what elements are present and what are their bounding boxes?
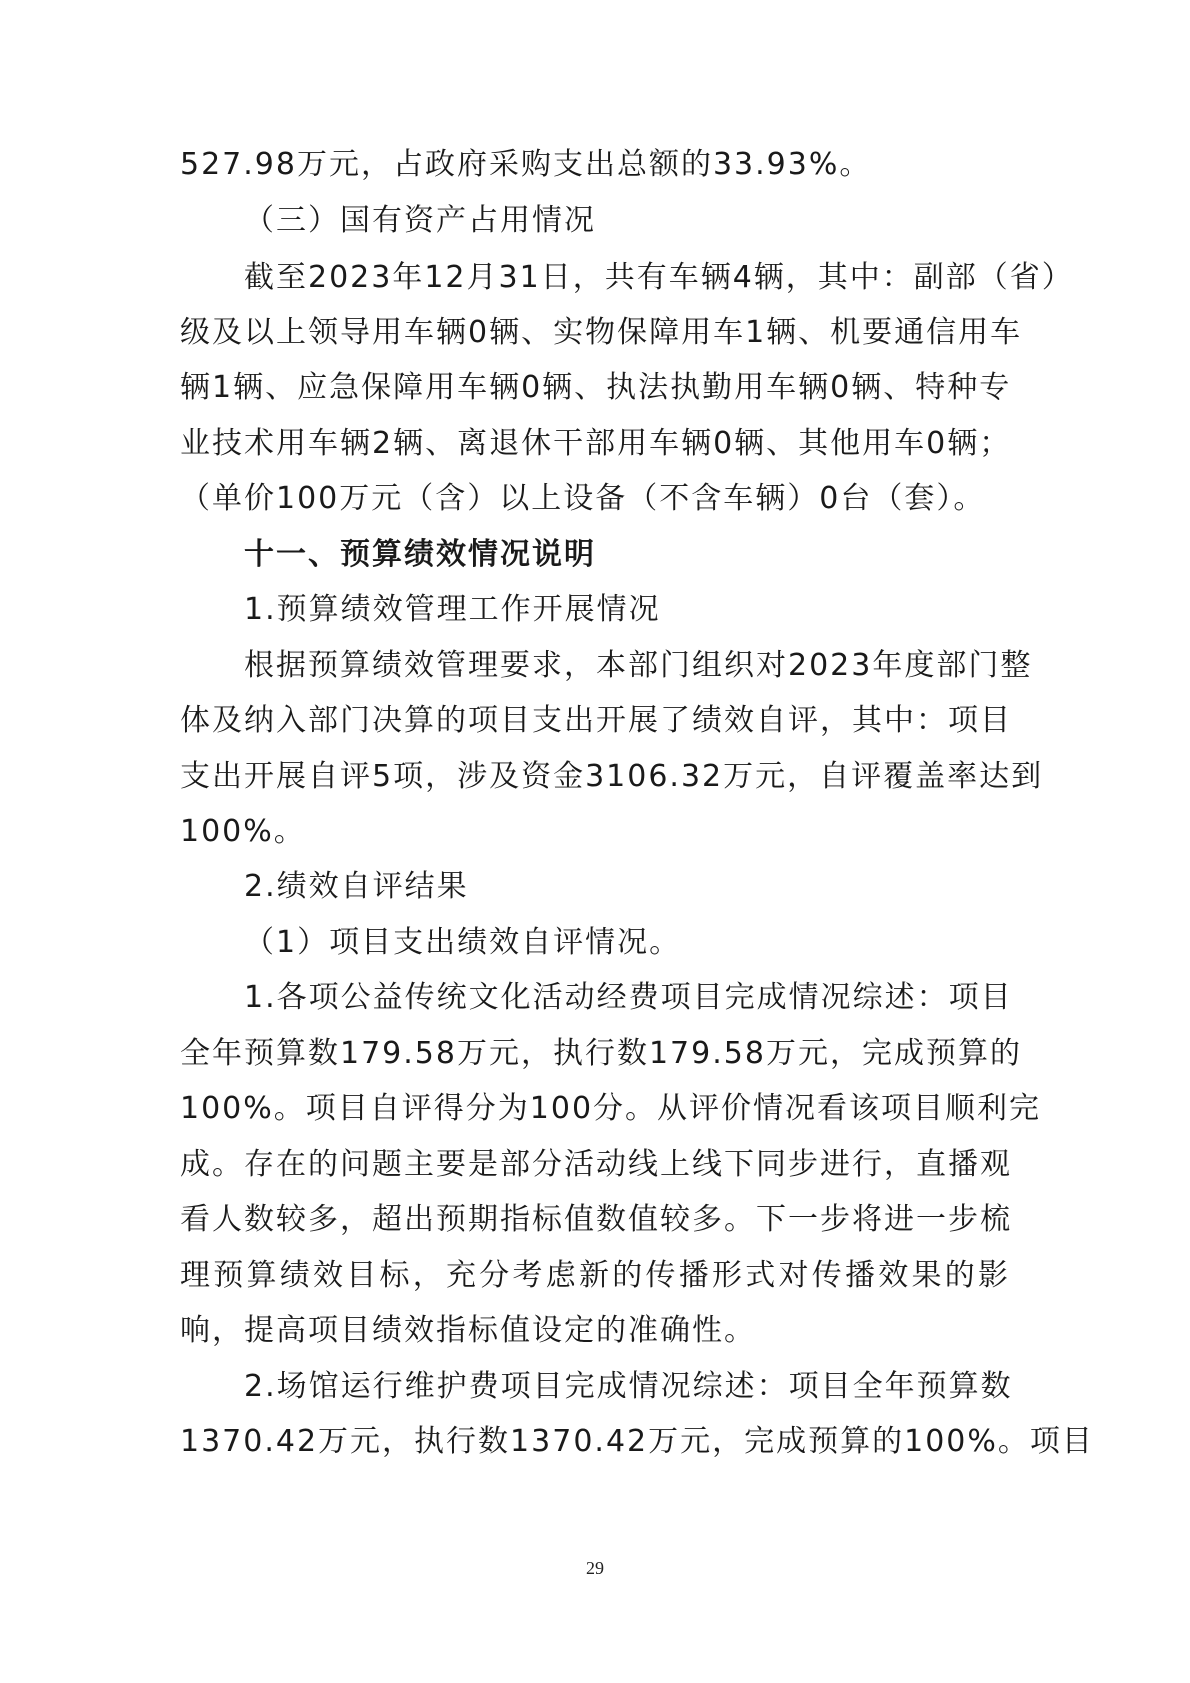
text-line: 支出开展自评5项，涉及资金3106.32万元，自评覆盖率达到 [180,759,1044,794]
text-line: 1.各项公益传统文化活动经费项目完成情况综述：项目 [244,980,1013,1015]
subsection-heading: 2.绩效自评结果 [244,869,469,904]
text-line: （单价100万元（含）以上设备（不含车辆）0台（套）。 [180,481,986,516]
page-number: 29 [586,1558,604,1578]
text-line: 2.场馆运行维护费项目完成情况综述：项目全年预算数 [244,1369,1013,1404]
text-line: 截至2023年12月31日，共有车辆4辆，其中：副部（省） [244,260,1074,295]
text-line: 1370.42万元，执行数1370.42万元，完成预算的100%。项目 [180,1424,1094,1459]
text-line: 成。存在的问题主要是部分活动线上线下同步进行，直播观 [180,1147,1012,1182]
text-line: 辆1辆、应急保障用车辆0辆、执法执勤用车辆0辆、特种专 [180,370,1012,405]
text-line: 527.98万元，占政府采购支出总额的33.93%。 [180,147,872,182]
text-line: 级及以上领导用车辆0辆、实物保障用车1辆、机要通信用车 [180,315,1023,350]
text-line: 理预算绩效目标，充分考虑新的传播形式对传播效果的影 [180,1258,1010,1293]
text-line: 看人数较多，超出预期指标值数值较多。下一步将进一步梳 [180,1202,1012,1237]
section-heading: （三）国有资产占用情况 [244,203,596,238]
text-line: 100%。 [180,814,306,849]
text-line: 根据预算绩效管理要求，本部门组织对2023年度部门整 [244,648,1033,683]
subsection-heading: 1.预算绩效管理工作开展情况 [244,592,661,627]
text-line: 体及纳入部门决算的项目支出开展了绩效自评，其中：项目 [180,703,1012,738]
chapter-heading: 十一、预算绩效情况说明 [244,537,596,572]
subsection-heading: （1）项目支出绩效自评情况。 [244,925,682,960]
text-line: 响，提高项目绩效指标值设定的准确性。 [180,1313,756,1348]
text-line: 业技术用车辆2辆、离退休干部用车辆0辆、其他用车0辆； [180,426,1012,461]
text-line: 100%。项目自评得分为100分。从评价情况看该项目顺利完 [180,1091,1042,1126]
text-line: 全年预算数179.58万元，执行数179.58万元，完成预算的 [180,1036,1022,1071]
